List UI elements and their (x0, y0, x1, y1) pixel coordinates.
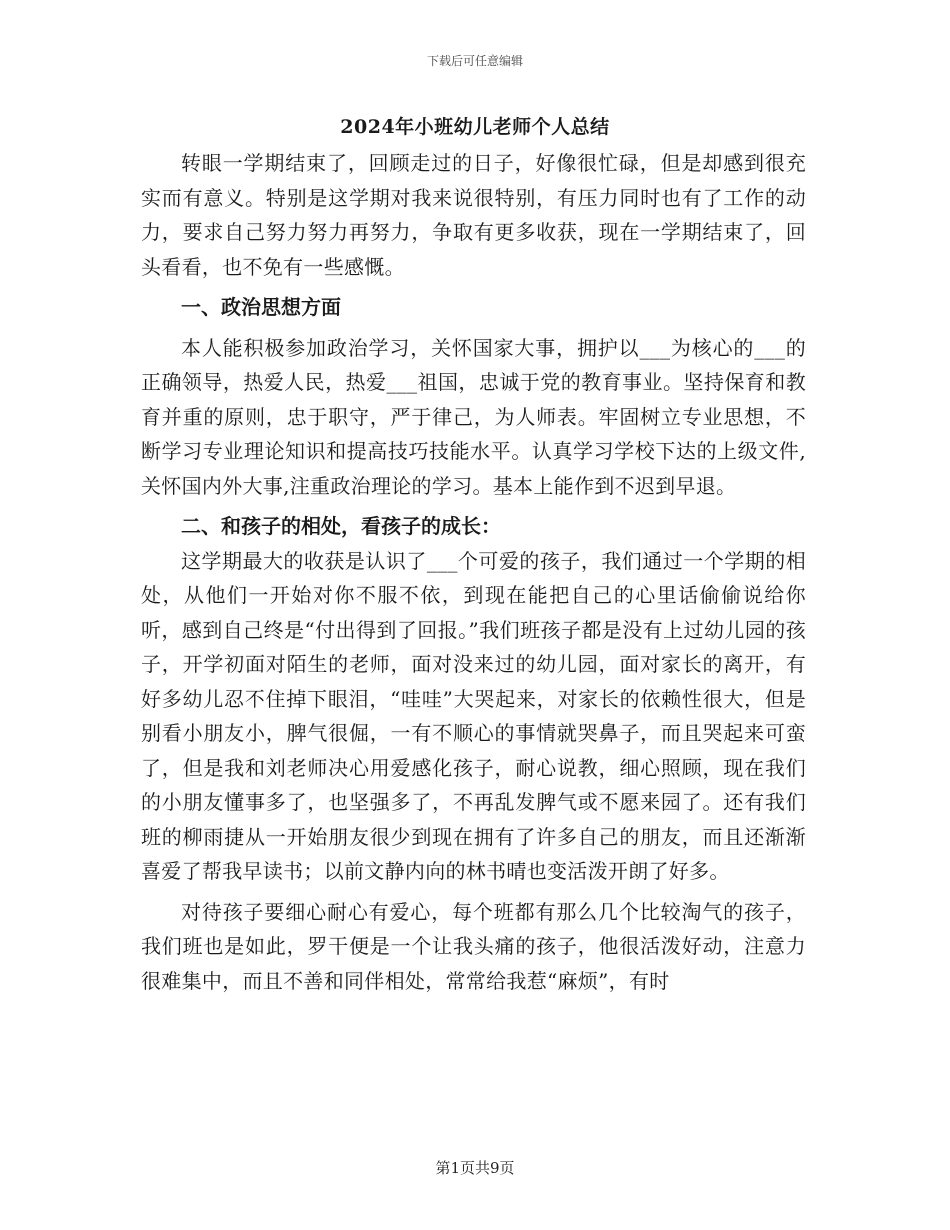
paragraph-politics: 本人能积极参加政治学习，关怀国家大事，拥护以___为核心的___的正确领导，热爱人民，热爱___祖国，忠诚于党的教育事业。坚持保育和教育并重的原则，忠于职守，严于律己，为人师表。牢固树立专业思想，不断学习专业理论知识和提高技巧技能水平。认真学习学校下达的上级文件,关怀国内外大事,注重政治理论的学习。基本上能作到不迟到早退。 (141, 335, 806, 498)
section-heading-politics: 一、政治思想方面 (181, 295, 341, 319)
page-footer: 第1页共9页 (435, 1159, 515, 1177)
document-body (141, 146, 806, 998)
header-note: 下载后可任意编辑 (426, 54, 523, 68)
paragraph-intro: 转眼一学期结束了，回顾走过的日子，好像很忙碌，但是却感到很充实而有意义。特别是这学期对我来说很特别，有压力同时也有了工作的动力，要求自己努力努力再努力，争取有更多收获，现在一学期结束了，回头看看，也不免有一些感慨。 (141, 151, 806, 279)
document-title: 2024年小班幼儿老师个人总结 (340, 116, 610, 138)
paragraph-children: 这学期最大的收获是认识了___个可爱的孩子，我们通过一个学期的相处，从他们一开始对你不服不依，到现在能把自己的心里话偷偷说给你听，感到自己终是“付出得到了回报。”我们班孩子都是没有上过幼儿园的孩子，开学初面对陌生的老师，面对没来过的幼儿园，面对家长的离开，有好多幼儿忍不住掉下眼泪，“哇哇”大哭起来，对家长的依赖性很大，但是别看小朋友小，脾气很倔，一有不顺心的事情就哭鼻子，而且哭起来可蛮了，但是我和刘老师决心用爱感化孩子，耐心说教，细心照顾，现在我们的小朋友懂事多了，也坚强多了，不再乱发脾气或不愿来园了。还有我们班的柳雨捷从一开始朋友很少到现在拥有了许多自己的朋友，而且还渐渐喜爱了帮我早读书；以前文静内向的林书晴也变活泼开朗了好多。 (141, 548, 806, 883)
paragraph-patience: 对待孩子要细心耐心有爱心，每个班都有那么几个比较淘气的孩子，我们班也是如此，罗干便是一个让我头痛的孩子，他很活泼好动，注意力很难集中，而且不善和同伴相处，常常给我惹“麻烦”，有时 (141, 899, 806, 993)
section-heading-children: 二、和孩子的相处，看孩子的成长： (181, 514, 501, 538)
